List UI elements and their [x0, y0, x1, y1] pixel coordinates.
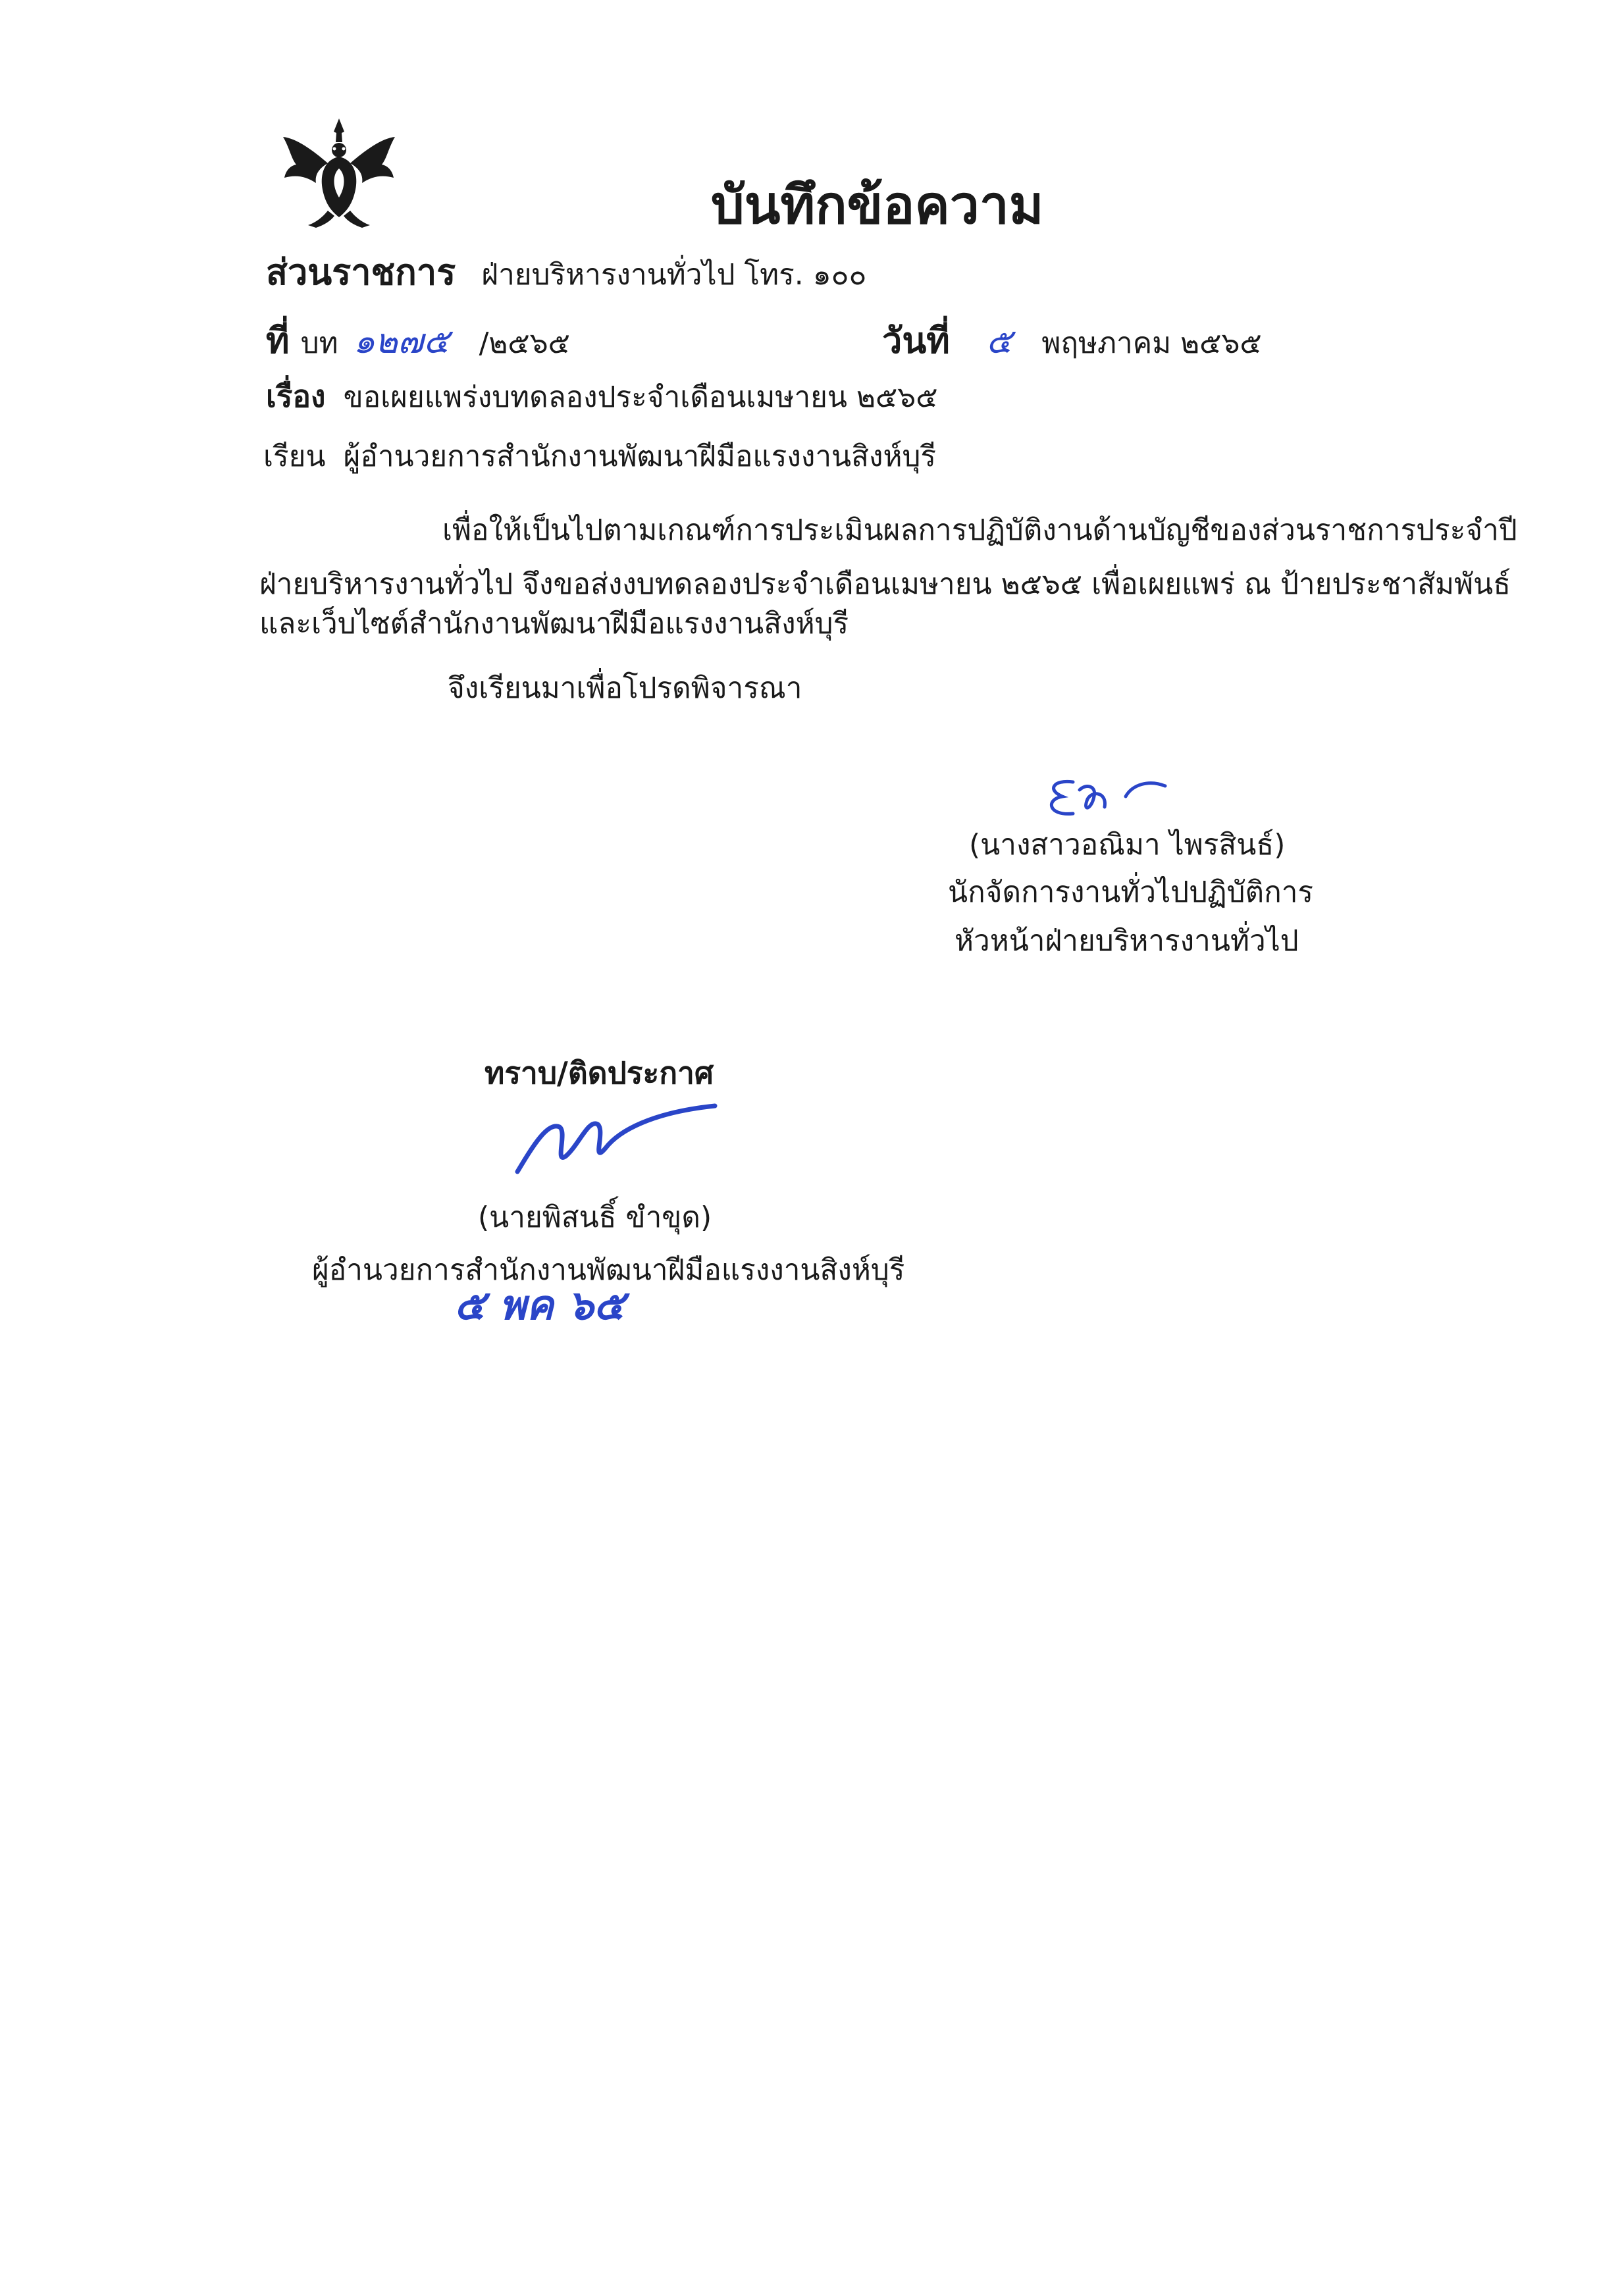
date-rest: พฤษภาคม ๒๕๖๕ [1041, 326, 1262, 360]
to-label: เรียน [263, 440, 326, 473]
number-handwritten: ๑๒๗๕ [353, 322, 450, 361]
subject-row [266, 373, 938, 421]
body-closing: จึงเรียนมาเพื่อโปรดพิจารณา [448, 671, 802, 705]
date-label: วันที่ [882, 320, 950, 361]
date-row [882, 312, 1262, 369]
agency-value: ฝ่ายบริหารงานทั่วไป โทร. ๑๐๐ [481, 258, 867, 292]
approver-position: ผู้อำนวยการสำนักงานพัฒนาฝีมือแรงงานสิงห์บุรี [312, 1253, 905, 1287]
agency-row [266, 244, 866, 300]
subject-label: เรื่อง [266, 378, 326, 414]
garuda-emblem-icon [276, 112, 402, 230]
number-row [266, 312, 570, 369]
signer-name: (นางสาวอณิมา ไพรสินธ์) [969, 828, 1286, 862]
number-label: ที่ [266, 320, 290, 361]
number-suffix: /๒๕๖๕ [479, 326, 570, 360]
approver-signature [507, 1093, 724, 1178]
to-row [263, 437, 936, 477]
agency-label: ส่วนราชการ [266, 251, 456, 293]
date-day-handwritten: ๕ [985, 322, 1012, 361]
number-prefix: บท [300, 326, 338, 360]
signer-signature [1033, 770, 1205, 829]
body-line-2: ฝ่ายบริหารงานทั่วไป จึงขอส่งงบทดลองประจำเดือนเมษายน ๒๕๖๕ เพื่อเผยแพร่ ณ ป้ายประชาสัมพันธ์ [259, 567, 1511, 601]
subject-value: ขอเผยแพร่งบทดลองประจำเดือนเมษายน ๒๕๖๕ [343, 380, 938, 414]
approver-name: (นายพิสนธิ์ ขำขุด) [478, 1201, 712, 1234]
approval-handwritten-date: ๕ พค ๖๕ [454, 1281, 625, 1329]
signer-position: นักจัดการงานทั่วไปปฏิบัติการ [948, 875, 1314, 909]
body-line-1: เพื่อให้เป็นไปตามเกณฑ์การประเมินผลการปฏิบัติงานด้านบัญชีของส่วนราชการประจำปี [442, 513, 1517, 547]
memo-title: บันทึกข้อความ [711, 174, 1044, 236]
signer-role: หัวหน้าฝ่ายบริหารงานทั่วไป [955, 924, 1299, 958]
body-line-3: และเว็บไซต์สำนักงานพัฒนาฝีมือแรงงานสิงห์บุรี [259, 607, 849, 640]
approval-heading: ทราบ/ติดประกาศ [484, 1055, 714, 1091]
to-value: ผู้อำนวยการสำนักงานพัฒนาฝีมือแรงงานสิงห์บุรี [343, 440, 937, 473]
